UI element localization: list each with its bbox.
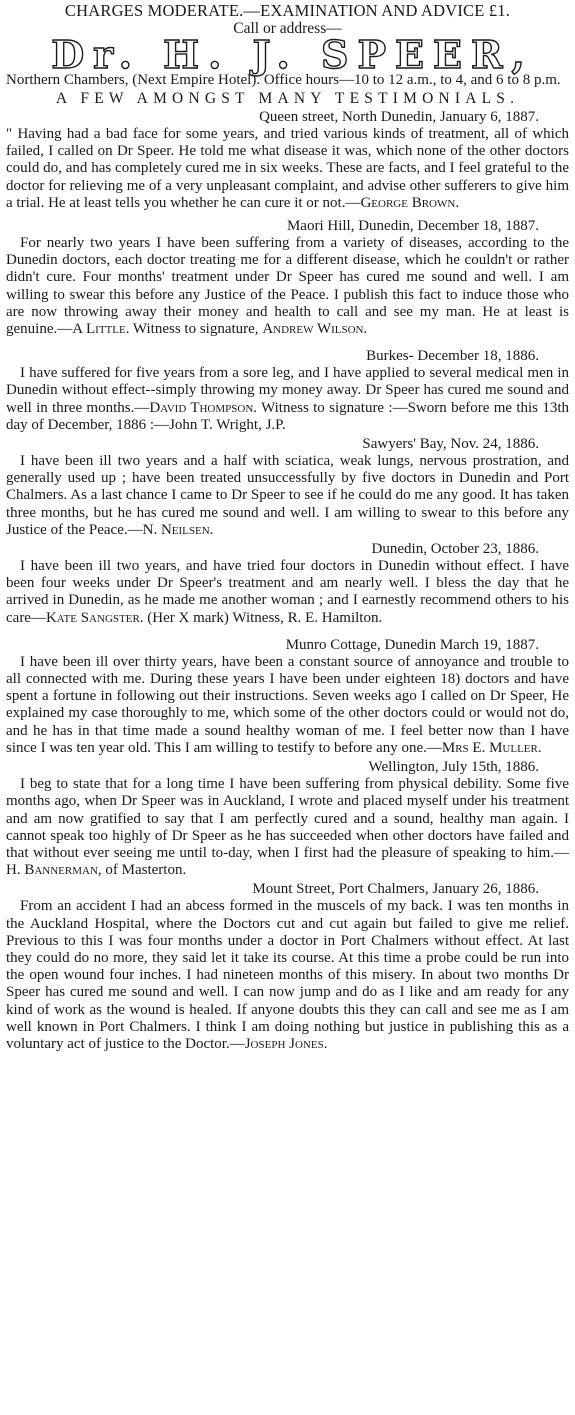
doctor-name: Dr. H. J. SPEER, bbox=[51, 32, 534, 77]
testimonial-place: Wellington, July 15th, 1886. bbox=[368, 759, 539, 776]
testimonial-text: I have been ill two years, and have tried four doctors in Dunedin without effect. I have been four weeks under Dr Speer's treatment and am nearly well. I bless the day that he arrived in Dunedin, as he made me another woman ; and I earnestly recommend others to his care— bbox=[6, 558, 569, 626]
testimonial-body bbox=[6, 126, 569, 212]
testimonial-text: I have suffered for five years from a sore leg, and I have applied to several medical men in Dunedin without effect--simply throwing my money away. Dr Speer has cured me sound and well in three months.— bbox=[6, 365, 569, 416]
testimonial-signature: Joseph Jones. bbox=[244, 1035, 328, 1052]
call-line: Call or address— bbox=[233, 20, 342, 37]
testimonial-text: I have been ill over thirty years, have been a constant source of annoyance and trouble to all connected with me. During these years I have been under eighteen 18) doctors and have spent a fortune in following out their instructions. Seven weeks ago I called on Dr Speer, He explained my case thoroughly to me, which some of the other doctors could or would not do, and he has in that time made a sound healthy woman of me. I feel better now than I have since I was ten year old. This I am willing to testify to before any one.— bbox=[6, 653, 569, 756]
testimonial-signature: N. Neilsen. bbox=[142, 521, 214, 538]
testimonial-place: Mount Street, Port Chalmers, January 26, 1886. bbox=[252, 881, 539, 898]
testimonial-body bbox=[6, 898, 569, 1053]
testimonial-place: Maori Hill, Dunedin, December 18, 1887. bbox=[286, 218, 539, 235]
testimonial-signature: Mrs E. Muller. bbox=[441, 739, 542, 756]
testimonial-body bbox=[6, 365, 569, 434]
testimonial-place: Sawyers' Bay, Nov. 24, 1886. bbox=[362, 436, 539, 453]
testimonial-place: Burkes- December 18, 1886. bbox=[366, 348, 539, 365]
charges-line: CHARGES MODERATE.—EXAMINATION AND ADVICE £1. bbox=[64, 1, 511, 20]
testimonial-body bbox=[6, 776, 569, 879]
testimonial-witness: Witness to signature :—Sworn before me this 13th day of December, 1886 :—John T. Wright, J.P. bbox=[6, 399, 569, 433]
testimonial-signature: H. Bannerman, bbox=[6, 862, 102, 879]
testimonial-text: I beg to state that for a long time I have been suffering from physical debility. Some five months ago, when Dr Speer was in Auckland, I wrote and placed myself under his treatment and am now gratified to say that I am perfectly cured and a sound, healthy man again. I cannot speak too highly of Dr Speer as he has succeeded when other doctors have failed and that without ever seeing me until to-day, when I first had the pleasure of speaking to him.— bbox=[6, 776, 569, 861]
testimonial-place: Munro Cottage, Dunedin March 19, 1887. bbox=[285, 636, 539, 653]
testimonial-witness: of Masterton. bbox=[101, 862, 187, 879]
testimonial-body bbox=[6, 558, 569, 627]
testimonial-text: From an accident I had an abcess formed in the muscels of my back. I was ten months in the Auckland Hospital, where the Doctors cut and cut again but failed to give me relief. Previous to this I was four months under a doctor in Port Chalmers without effect. At last they could do no more, they said let it take its course. At this time a probe could be run into the open wound four inches. I had nineteen months of this misery. In about two months Dr Speer has cured me sound and well. I can now jump and do as I like and am ready for any kind of work as the wound is healed. If anyone doubts this they can call and see me as I am well known in Port Chalmers. I think I am doing nothing but justice in publishing this as a voluntary act of justice to the Doctor.— bbox=[6, 898, 569, 1052]
testimonial-body bbox=[6, 235, 569, 338]
testimonial-text: " Having had a bad face for some years, and tried various kinds of treatment, all of which failed, I called on Dr Speer. He told me what disease it was, which none of the other doctors could do, and has completely cured me in six weeks. These are facts, and I feel grateful to the doctor for relieving me of a very unpleasant complaint, and advise other sufferers to give him a trial. He at least tells you whether he can cure it or not.— bbox=[6, 126, 569, 211]
testimonial-witness: (Her X mark) Witness, R. E. Hamilton. bbox=[143, 609, 383, 626]
testimonial-signature: A Little. bbox=[72, 321, 130, 338]
testimonial-body bbox=[6, 453, 569, 539]
testimonial-witness-name: Andrew Wilson. bbox=[262, 321, 368, 338]
testimonial-text: For nearly two years I have been suffering from a variety of diseases, according to the Dunedin doctors, each doctor treating me for a different disease, which he couldn't or rather didn't cure. Four months' treatment under Dr Speer has cured me sound and well. I am willing to swear this before any Justice of the Peace. I publish this fact to induce those who are now throwing away their money and health to call and see my man. He at least is genuine.— bbox=[6, 235, 569, 338]
testimonial-witness: Witness to signature, bbox=[129, 321, 263, 338]
testimonials-heading: A FEW AMONGST MANY TESTIMONIALS. bbox=[55, 90, 520, 107]
testimonial-place: Dunedin, October 23, 1886. bbox=[371, 541, 539, 558]
testimonial-signature: Kate Sangster. bbox=[45, 609, 144, 626]
address-line: Northern Chambers, (Next Empire Hotel). Office hours—10 to 12 a.m., to 4, and 6 to 8 p.m. bbox=[6, 72, 561, 88]
testimonial-signature: George Brown. bbox=[360, 194, 460, 211]
testimonial-text: I have been ill two years and a half with sciatica, weak lungs, nervous prostration, and generally used up ; have been treated unsuccessfully by five doctors in Dunedin and Port Chalmers. As a last chance I came to Dr Speer to see if he could do me any good. It has taken three months, but he has cured me sound and well. I am willing to swear to this before any Justice of the Peace.— bbox=[6, 453, 569, 538]
testimonial-body bbox=[6, 654, 569, 757]
testimonial-place: Queen street, North Dunedin, January 6, 1887. bbox=[259, 109, 539, 125]
testimonial-signature: David Thompson. bbox=[149, 399, 258, 416]
